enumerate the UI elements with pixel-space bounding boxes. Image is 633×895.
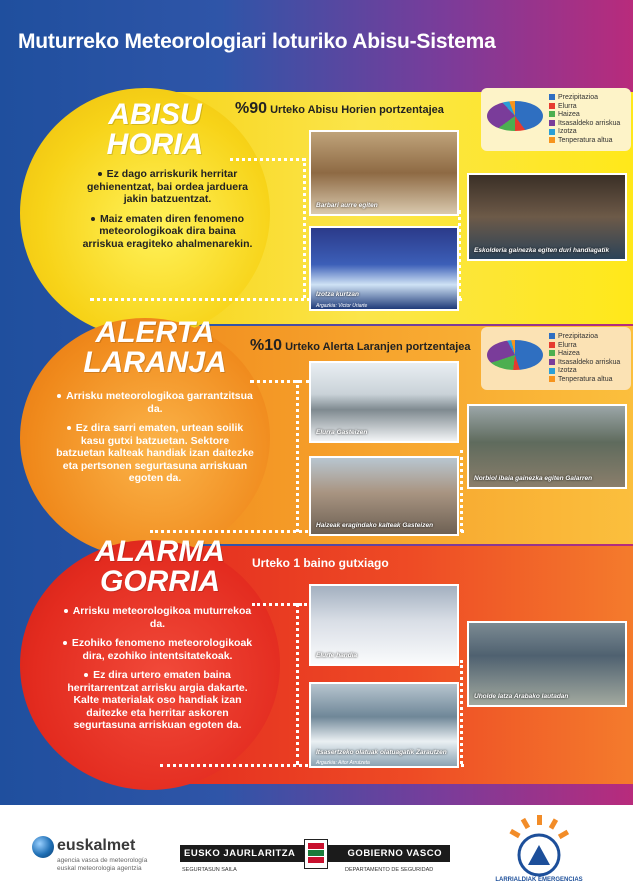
gov-left-text: EUSKO JAURLARITZA — [184, 848, 296, 859]
gov-sub-right: DEPARTAMENTO DE SEGURIDAD — [345, 867, 434, 873]
photo-itsasertzeko — [309, 682, 459, 768]
red-p1-text: Arrisku meteorologikoa muturrekoa da. — [72, 605, 252, 630]
connector-line — [460, 660, 463, 764]
legend-label: Tenperatura altua — [558, 136, 613, 144]
bullet-icon — [98, 172, 102, 176]
euskalmet-subtitle — [57, 857, 147, 872]
orange-p1-text: Arrisku meteorologikoa garrantzitsua da. — [66, 390, 253, 415]
orange-stat-label: Urteko Alerta Laranjen portzentajea — [285, 341, 471, 353]
yellow-stat-label: Urteko Abisu Horien portzentajea — [270, 104, 444, 116]
photo-eskolderia — [467, 173, 627, 261]
gov-sub-left: SEGURTASUN SAILA — [182, 867, 237, 873]
red-paragraph-3 — [55, 669, 260, 732]
photo-caption: Eskolderia gainezka egiten duri handiagatik — [474, 247, 610, 254]
legend-item — [549, 376, 620, 385]
larrialdiak-logo — [495, 813, 583, 883]
swatch-icon — [549, 120, 555, 126]
connector-line — [296, 380, 299, 532]
red-paragraph-1 — [55, 605, 260, 630]
red-heading — [60, 537, 260, 597]
orange-heading-line1: ALERTA — [95, 316, 215, 349]
photo-barbari — [309, 130, 459, 216]
photo-uholde — [467, 621, 627, 707]
legend-item — [549, 94, 620, 103]
photo-izotza — [309, 226, 459, 311]
red-stat: Urteko 1 baino gutxiago — [252, 556, 389, 570]
orange-heading-line2: LARANJA — [83, 346, 227, 379]
swatch-icon — [549, 368, 555, 374]
euskalmet-sub1: agencia vasca de meteorología — [57, 857, 148, 864]
connector-line — [296, 603, 299, 765]
yellow-stat-value: %90 — [235, 100, 268, 117]
legend-item — [549, 333, 620, 342]
orange-heading — [60, 318, 250, 378]
yellow-heading-line1: ABISU — [108, 98, 202, 131]
connector-line — [460, 450, 463, 532]
photo-caption: Elurra Gasteizen — [316, 429, 368, 436]
bullet-icon — [67, 426, 71, 430]
legend-label: Itsasaldeko arriskua — [558, 119, 621, 127]
orange-paragraph-2 — [55, 422, 255, 485]
legend-label: Prezipitazioa — [558, 94, 599, 101]
orange-p2-text: Ez dira sarri ematen, urtean soilik kasu gutxi batzuetan. Sektore batzuetan kalteak handiak izan daitezke eta pertsonen segurtasuna arriskuan egoten da. — [56, 422, 254, 484]
euskalmet-name: euskalmet — [57, 837, 136, 854]
photo-credit: Argazkia: Victor Uriarte — [316, 303, 368, 309]
pie-chart-icon — [487, 340, 543, 370]
yellow-paragraph-2 — [80, 213, 255, 251]
legend-label: Itsasaldeko arriskua — [558, 358, 621, 366]
legend-item — [549, 120, 620, 129]
orange-legend-box — [481, 327, 631, 390]
photo-caption: Norbiol ibaia gainezka egiten Galarren — [474, 475, 593, 482]
bullet-icon — [64, 609, 68, 613]
swatch-icon — [549, 342, 555, 348]
legend-item — [549, 342, 620, 351]
orange-stat-value: %10 — [250, 337, 283, 354]
red-p3-text: Ez dira urtero ematen baina herritarrentzat arrisku argia dakarte. Kalte materialak oso handiak izan daitezke eta herritar askoren segurtasuna arriskuan egoten da. — [67, 669, 248, 731]
connector-line — [230, 158, 305, 161]
connector-line — [250, 380, 310, 383]
bullet-icon — [91, 217, 95, 221]
red-p2-text: Ezohiko fenomeno meteorologikoak dira, ezohiko intentsitatekoak. — [71, 637, 253, 662]
legend-item — [549, 350, 620, 359]
yellow-p2-text: Maiz ematen diren fenomeno meteorologikoak dira baina arriskua eragiteko ahalmenarekin. — [82, 212, 253, 250]
bullet-icon — [57, 394, 61, 398]
connector-line — [303, 158, 306, 298]
photo-norbiol — [467, 404, 627, 489]
orange-paragraph-1 — [55, 390, 255, 415]
larrialdiak-text: LARRIALDIAK EMERGENCIAS — [495, 877, 583, 883]
footer — [0, 805, 633, 895]
photo-haizeak — [309, 456, 459, 536]
photo-elurra — [309, 361, 459, 443]
photo-caption: Elurte handia — [316, 652, 358, 659]
pie-chart-icon — [487, 101, 543, 131]
legend-label: Haizea — [558, 111, 580, 119]
euskalmet-sub2: euskal meteorologia agentzia — [57, 864, 142, 872]
legend-label: Elurra — [558, 102, 577, 110]
page-title: Muturreko Meteorologiari loturiko Abisu-Sistema — [18, 30, 496, 53]
gov-right-text: GOBIERNO VASCO — [347, 848, 442, 859]
yellow-paragraph-1 — [80, 168, 255, 206]
swatch-icon — [549, 350, 555, 356]
photo-caption: Itsasertzeko olatuak olatuagatik Zarautzen — [316, 749, 447, 756]
photo-caption: Izotza kurtzan — [316, 291, 359, 298]
legend-label: Haizea — [558, 350, 580, 358]
legend-label: Tenperatura altua — [558, 375, 613, 383]
orange-description — [55, 390, 255, 492]
bullet-icon — [63, 641, 67, 645]
red-heading-line2: GORRIA — [100, 565, 220, 598]
photo-credit: Argazkia: Aitor Arrutzeta — [316, 760, 370, 766]
yellow-description — [80, 168, 255, 257]
swatch-icon — [549, 333, 555, 339]
legend-item — [549, 111, 620, 120]
shield-icon — [304, 839, 328, 869]
legend-label: Prezipitazioa — [558, 333, 599, 340]
red-heading-line1: ALARMA — [95, 535, 225, 568]
swatch-icon — [549, 129, 555, 135]
orange-stat — [250, 337, 471, 355]
photo-caption: Uholde latza Arabako lautadan — [474, 693, 569, 700]
legend-label: Izotza — [558, 367, 577, 375]
globe-icon — [32, 836, 54, 858]
swatch-icon — [549, 359, 555, 365]
legend-label: Izotza — [558, 128, 577, 136]
swatch-icon — [549, 111, 555, 117]
swatch-icon — [549, 103, 555, 109]
yellow-heading-line2: HORIA — [106, 128, 204, 161]
legend-item — [549, 103, 620, 112]
legend-item — [549, 128, 620, 137]
photo-caption: Barbari aurre egiten — [316, 202, 378, 209]
legend-label: Elurra — [558, 341, 577, 349]
yellow-legend — [549, 94, 620, 146]
swatch-icon — [549, 94, 555, 100]
legend-item — [549, 137, 620, 146]
swatch-icon — [549, 376, 555, 382]
swatch-icon — [549, 137, 555, 143]
yellow-legend-box — [481, 88, 631, 151]
gov-logo — [180, 845, 450, 862]
yellow-stat — [235, 100, 444, 118]
yellow-heading — [90, 100, 220, 160]
bullet-icon — [84, 673, 88, 677]
orange-legend — [549, 333, 620, 385]
yellow-p1-text: Ez dago arriskurik herritar gehienentzat, bai ordea jarduera jakin batzuentzat. — [86, 168, 249, 205]
photo-elurte — [309, 584, 459, 666]
legend-item — [549, 367, 620, 376]
red-paragraph-2 — [55, 637, 260, 662]
red-description — [55, 605, 260, 739]
photo-caption: Haizeak eragindako kalteak Gasteizen — [316, 522, 434, 529]
legend-item — [549, 359, 620, 368]
